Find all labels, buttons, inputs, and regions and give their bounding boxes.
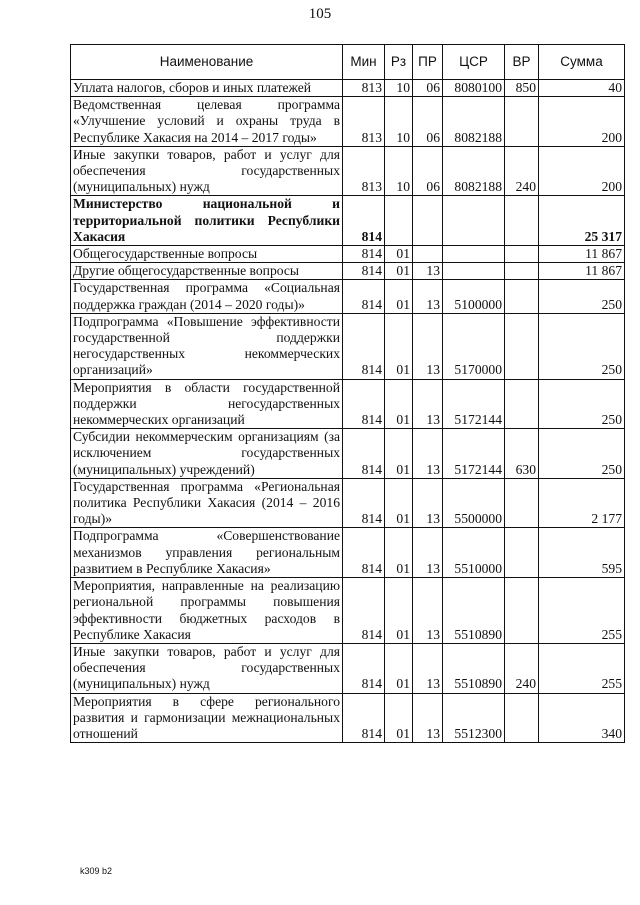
cell-vr: 240 xyxy=(505,643,539,693)
cell-sum: 11 867 xyxy=(539,263,625,280)
cell-rz xyxy=(385,196,413,246)
cell-sum: 250 xyxy=(539,280,625,313)
table-row xyxy=(71,146,625,196)
cell-rz: 01 xyxy=(385,379,413,429)
cell-csr: 8082188 xyxy=(443,97,505,147)
cell-name: Министерство национальной и территориальной политики Республики Хакасия xyxy=(71,196,343,246)
cell-min: 814 xyxy=(343,263,385,280)
cell-min: 814 xyxy=(343,578,385,644)
cell-rz: 01 xyxy=(385,246,413,263)
table-row xyxy=(71,528,625,578)
table-row xyxy=(71,80,625,97)
cell-name: Иные закупки товаров, работ и услуг для обеспечения государственных (муниципальных) нужд xyxy=(71,146,343,196)
cell-csr: 5500000 xyxy=(443,478,505,528)
cell-csr: 5172144 xyxy=(443,379,505,429)
cell-pr: 13 xyxy=(413,643,443,693)
cell-csr: 8080100 xyxy=(443,80,505,97)
cell-vr: 630 xyxy=(505,429,539,479)
cell-pr: 13 xyxy=(413,478,443,528)
cell-sum: 255 xyxy=(539,643,625,693)
cell-rz: 01 xyxy=(385,280,413,313)
cell-name: Мероприятия в сфере регионального развития и гармонизации межнациональных отношений xyxy=(71,693,343,743)
cell-name: Другие общегосударственные вопросы xyxy=(71,263,343,280)
cell-pr: 13 xyxy=(413,693,443,743)
cell-sum: 2 177 xyxy=(539,478,625,528)
cell-rz: 10 xyxy=(385,97,413,147)
cell-rz: 01 xyxy=(385,313,413,379)
cell-vr xyxy=(505,578,539,644)
cell-name: Мероприятия в области государственной поддержки негосударственных некоммерческих организаций xyxy=(71,379,343,429)
cell-min: 814 xyxy=(343,693,385,743)
cell-sum: 200 xyxy=(539,146,625,196)
cell-pr: 13 xyxy=(413,429,443,479)
cell-sum: 200 xyxy=(539,97,625,147)
cell-pr: 13 xyxy=(413,578,443,644)
cell-pr: 06 xyxy=(413,146,443,196)
table-row xyxy=(71,246,625,263)
cell-vr: 240 xyxy=(505,146,539,196)
cell-vr xyxy=(505,478,539,528)
cell-csr: 5170000 xyxy=(443,313,505,379)
cell-csr: 8082188 xyxy=(443,146,505,196)
cell-sum: 11 867 xyxy=(539,246,625,263)
table-row xyxy=(71,313,625,379)
cell-name: Мероприятия, направленные на реализацию региональной программы повышения эффективности бюджетных расходов в Республике Хакасия xyxy=(71,578,343,644)
table-row xyxy=(71,196,625,246)
budget-table xyxy=(70,44,625,743)
cell-csr: 5510890 xyxy=(443,643,505,693)
cell-rz: 01 xyxy=(385,429,413,479)
cell-pr: 13 xyxy=(413,528,443,578)
cell-rz: 01 xyxy=(385,263,413,280)
cell-vr xyxy=(505,280,539,313)
table-row xyxy=(71,578,625,644)
cell-min: 814 xyxy=(343,196,385,246)
header-csr: ЦСР xyxy=(443,45,505,80)
cell-vr xyxy=(505,196,539,246)
cell-vr xyxy=(505,313,539,379)
cell-vr xyxy=(505,528,539,578)
header-rz: Рз xyxy=(385,45,413,80)
table-row xyxy=(71,379,625,429)
cell-csr xyxy=(443,246,505,263)
cell-min: 813 xyxy=(343,146,385,196)
cell-min: 814 xyxy=(343,313,385,379)
cell-csr xyxy=(443,196,505,246)
cell-csr xyxy=(443,263,505,280)
cell-min: 814 xyxy=(343,246,385,263)
cell-vr xyxy=(505,97,539,147)
cell-vr xyxy=(505,263,539,280)
header-vr: ВР xyxy=(505,45,539,80)
cell-name: Подпрограмма «Повышение эффективности государственной поддержки негосударственных некоммерческих организаций» xyxy=(71,313,343,379)
cell-rz: 10 xyxy=(385,146,413,196)
table-row xyxy=(71,478,625,528)
footer-code: k309 b2 xyxy=(80,866,113,876)
cell-name: Государственная программа «Социальная поддержка граждан (2014 – 2020 годы)» xyxy=(71,280,343,313)
cell-sum: 340 xyxy=(539,693,625,743)
cell-sum: 250 xyxy=(539,429,625,479)
cell-name: Государственная программа «Региональная политика Республики Хакасия (2014 – 2016 годы)» xyxy=(71,478,343,528)
table-row xyxy=(71,693,625,743)
table-row xyxy=(71,280,625,313)
cell-pr: 06 xyxy=(413,97,443,147)
cell-vr: 850 xyxy=(505,80,539,97)
cell-sum: 40 xyxy=(539,80,625,97)
cell-min: 813 xyxy=(343,80,385,97)
table-row xyxy=(71,97,625,147)
cell-vr xyxy=(505,246,539,263)
cell-name: Подпрограмма «Совершенствование механизмов управления региональным развитием в Республике Хакасия» xyxy=(71,528,343,578)
page-number: 105 xyxy=(308,6,332,22)
cell-name: Субсидии некоммерческим организациям (за исключением государственных (муниципальных) учреждений) xyxy=(71,429,343,479)
cell-vr xyxy=(505,693,539,743)
cell-sum: 250 xyxy=(539,313,625,379)
header-sum: Сумма xyxy=(539,45,625,80)
cell-rz: 01 xyxy=(385,643,413,693)
cell-min: 814 xyxy=(343,528,385,578)
header-pr: ПР xyxy=(413,45,443,80)
cell-min: 814 xyxy=(343,478,385,528)
cell-min: 814 xyxy=(343,643,385,693)
cell-rz: 01 xyxy=(385,693,413,743)
cell-pr: 06 xyxy=(413,80,443,97)
header-min: Мин xyxy=(343,45,385,80)
cell-rz: 01 xyxy=(385,528,413,578)
cell-csr: 5510890 xyxy=(443,578,505,644)
cell-csr: 5172144 xyxy=(443,429,505,479)
cell-min: 814 xyxy=(343,429,385,479)
cell-min: 814 xyxy=(343,280,385,313)
cell-rz: 10 xyxy=(385,80,413,97)
table-row xyxy=(71,643,625,693)
cell-vr xyxy=(505,379,539,429)
cell-sum: 255 xyxy=(539,578,625,644)
table-row xyxy=(71,429,625,479)
cell-min: 814 xyxy=(343,379,385,429)
header-name: Наименование xyxy=(71,45,343,80)
cell-pr: 13 xyxy=(413,263,443,280)
table-header-row xyxy=(71,45,625,80)
table-row xyxy=(71,263,625,280)
cell-sum: 250 xyxy=(539,379,625,429)
cell-sum: 25 317 xyxy=(539,196,625,246)
cell-csr: 5100000 xyxy=(443,280,505,313)
cell-name: Уплата налогов, сборов и иных платежей xyxy=(71,80,343,97)
cell-pr: 13 xyxy=(413,313,443,379)
cell-csr: 5510000 xyxy=(443,528,505,578)
cell-pr xyxy=(413,196,443,246)
cell-pr: 13 xyxy=(413,379,443,429)
table-body xyxy=(71,80,625,743)
cell-csr: 5512300 xyxy=(443,693,505,743)
cell-rz: 01 xyxy=(385,478,413,528)
cell-name: Общегосударственные вопросы xyxy=(71,246,343,263)
cell-sum: 595 xyxy=(539,528,625,578)
cell-name: Ведомственная целевая программа «Улучшение условий и охраны труда в Республике Хакасия на 2014 – 2017 годы» xyxy=(71,97,343,147)
cell-pr xyxy=(413,246,443,263)
cell-pr: 13 xyxy=(413,280,443,313)
cell-min: 813 xyxy=(343,97,385,147)
cell-rz: 01 xyxy=(385,578,413,644)
cell-name: Иные закупки товаров, работ и услуг для обеспечения государственных (муниципальных) нужд xyxy=(71,643,343,693)
